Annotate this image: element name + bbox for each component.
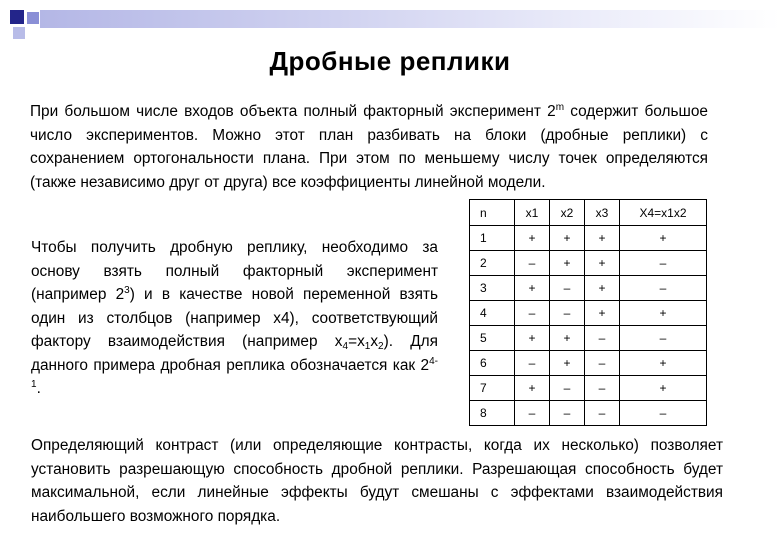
method-text-2: ) и в качестве новой переменной взять один из столбцов (например x4), соответствующий фактору взаимодействия (например x: [31, 286, 438, 350]
intro-text: При большом числе входов объекта полный факторный эксперимент 2: [30, 103, 556, 120]
table-row: [470, 276, 707, 301]
table-row: [470, 376, 707, 401]
method-paragraph: [31, 236, 438, 401]
table-cell: +: [585, 251, 620, 276]
decor-square-dark: [10, 10, 24, 24]
method-exp-2: 4-1: [31, 355, 438, 390]
table-row: [470, 251, 707, 276]
method-sub-1: 4: [342, 341, 349, 352]
table-cell: +: [550, 251, 585, 276]
method-exp-1: 3: [124, 285, 130, 296]
decor-header-band: [40, 10, 780, 28]
contrast-paragraph: Определяющий контраст (или определяющие контрасты, когда их несколько) позволяет установить разрешающую способность дробной реплики. Разрешающая способность будет максимальной, если линейные эффекты будут смешаны с эффектами взаимодействия наибольшего возможного порядка.: [31, 437, 723, 525]
table-cell: –: [550, 276, 585, 301]
table-cell: +: [550, 326, 585, 351]
table-cell: 5: [470, 326, 515, 351]
decor-square-mid: [27, 12, 39, 24]
intro-rest: содержит большое число экспериментов. Можно этот план разбивать на блоки (дробные реплики) с сохранением ортогональности плана. При этом по меньшему числу точек определяются (также независимо друг от друга) все коэффициенты линейной модели.: [30, 103, 708, 191]
method-text-1: Чтобы получить дробную реплику, необходимо за основу взять полный факторный эксперимент (например 2: [31, 239, 438, 303]
table-cell: –: [550, 301, 585, 326]
table-cell: –: [515, 301, 550, 326]
table-cell: +: [550, 351, 585, 376]
method-text-3: ). Для данного примера дробная реплика обозначается как 2: [31, 333, 438, 374]
table-cell: +: [620, 376, 707, 401]
table-cell: +: [585, 226, 620, 251]
table-cell: +: [585, 276, 620, 301]
method-end: .: [36, 380, 41, 397]
header-cell: n: [470, 200, 515, 226]
method-x: x: [370, 333, 379, 350]
table-cell: –: [515, 401, 550, 426]
table-cell: –: [620, 401, 707, 426]
design-matrix-table: [469, 199, 707, 426]
table-cell: –: [585, 376, 620, 401]
intro-paragraph: [30, 100, 708, 194]
method-eq: =x: [348, 333, 365, 350]
table-row: [470, 301, 707, 326]
table-cell: +: [620, 226, 707, 251]
header-cell: X4=x1x2: [620, 200, 707, 226]
decor-square-light: [13, 27, 25, 39]
table-cell: –: [515, 351, 550, 376]
table-cell: +: [620, 351, 707, 376]
table-cell: 7: [470, 376, 515, 401]
table-cell: 3: [470, 276, 515, 301]
table-cell: +: [515, 326, 550, 351]
table-cell: +: [620, 301, 707, 326]
table-row: [470, 326, 707, 351]
method-sub-2: 1: [364, 341, 371, 352]
table-cell: –: [550, 376, 585, 401]
table-cell: –: [620, 251, 707, 276]
table-cell: +: [585, 301, 620, 326]
table-cell: +: [550, 226, 585, 251]
table-cell: –: [585, 401, 620, 426]
table-cell: 6: [470, 351, 515, 376]
table-row: [470, 351, 707, 376]
table-cell: +: [515, 376, 550, 401]
method-sub-3: 2: [378, 341, 384, 352]
intro-exponent: m: [555, 102, 565, 113]
header-cell: x1: [515, 200, 550, 226]
table-cell: –: [515, 251, 550, 276]
header-cell: x2: [550, 200, 585, 226]
table-cell: –: [585, 326, 620, 351]
table-cell: 8: [470, 401, 515, 426]
table-cell: +: [515, 226, 550, 251]
table-cell: –: [550, 401, 585, 426]
table-cell: –: [585, 351, 620, 376]
table-cell: –: [620, 276, 707, 301]
table-row: [470, 401, 707, 426]
table-header-row: [470, 200, 707, 226]
table-row: [470, 226, 707, 251]
table-cell: 4: [470, 301, 515, 326]
header-cell: x3: [585, 200, 620, 226]
table-cell: 1: [470, 226, 515, 251]
table-cell: –: [620, 326, 707, 351]
slide-title: Дробные реплики: [269, 46, 511, 76]
table-cell: 2: [470, 251, 515, 276]
table-cell: +: [515, 276, 550, 301]
